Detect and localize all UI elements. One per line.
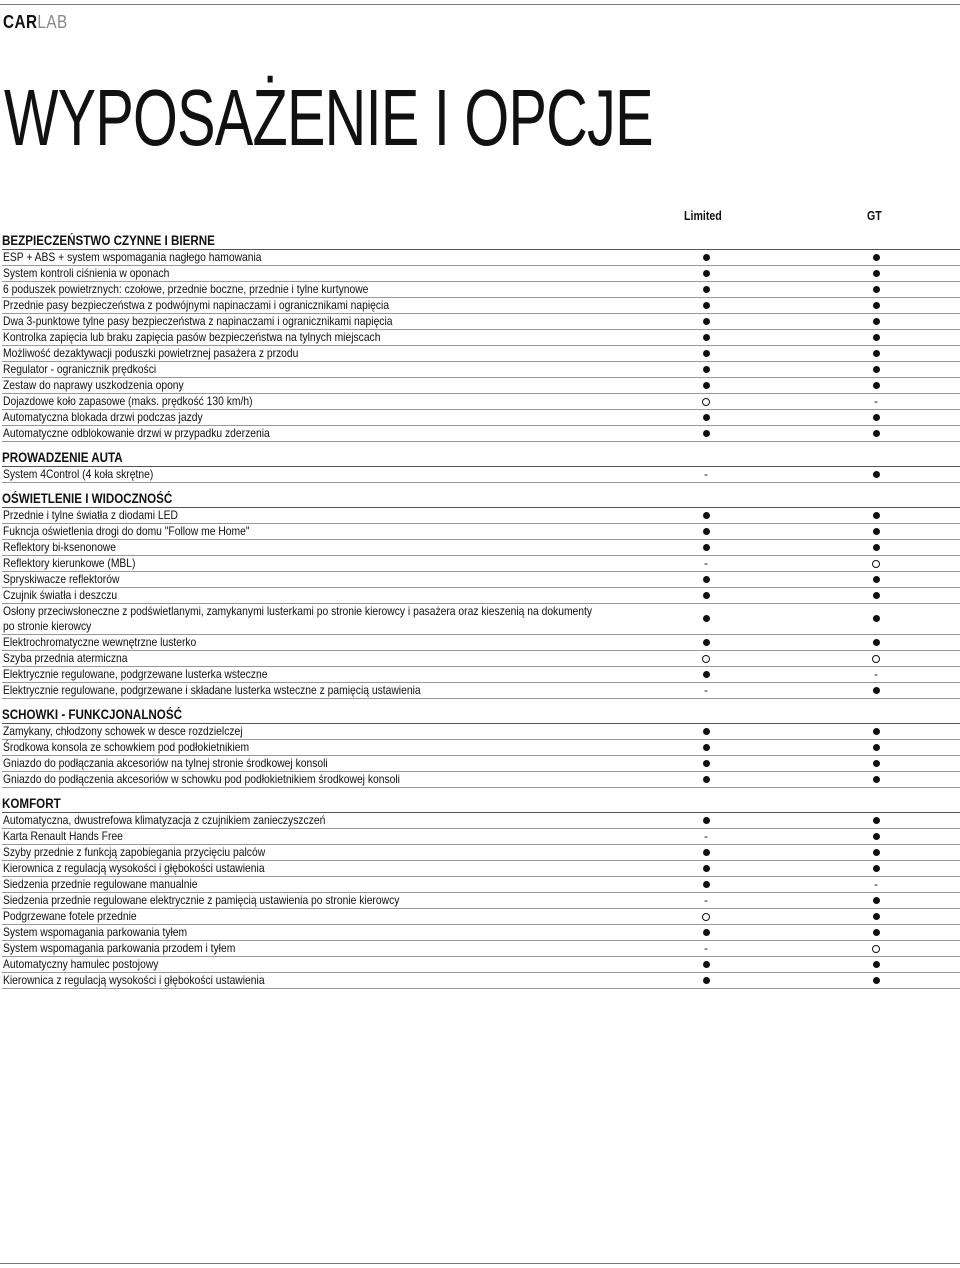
- feature-label: Zamykany, chłodzony schowek w desce rozdzielczej: [3, 724, 243, 738]
- standard-dot-icon: [698, 330, 714, 345]
- column-header-gt: GT: [867, 209, 882, 223]
- table-row: [2, 298, 960, 314]
- standard-dot-icon: [868, 362, 884, 377]
- table-row: [2, 604, 960, 635]
- standard-dot-icon: [698, 362, 714, 377]
- standard-dot-icon: [698, 611, 714, 626]
- table-row: [2, 588, 960, 604]
- standard-dot-icon: [698, 426, 714, 441]
- standard-dot-icon: [698, 740, 714, 755]
- standard-dot-icon: [868, 282, 884, 297]
- standard-dot-icon: [868, 298, 884, 313]
- optional-circle-icon: [868, 941, 884, 956]
- feature-label: Siedzenia przednie regulowane manualnie: [3, 877, 198, 891]
- table-row: [2, 683, 960, 699]
- standard-dot-icon: [868, 740, 884, 755]
- table-row: [2, 829, 960, 845]
- table-row: [2, 330, 960, 346]
- feature-label: System 4Control (4 koła skrętne): [3, 467, 154, 481]
- standard-dot-icon: [868, 467, 884, 482]
- section-title: [2, 796, 960, 813]
- brand-light: LAB: [37, 12, 68, 32]
- table-row: [2, 572, 960, 588]
- standard-dot-icon: [868, 540, 884, 555]
- standard-dot-icon: [698, 973, 714, 988]
- standard-dot-icon: [868, 330, 884, 345]
- standard-dot-icon: [698, 298, 714, 313]
- feature-label: Elektrycznie regulowane, podgrzewane lusterka wsteczne: [3, 667, 268, 681]
- standard-dot-icon: [698, 667, 714, 682]
- optional-circle-icon: [868, 556, 884, 571]
- section-title: [2, 707, 960, 724]
- standard-dot-icon: [698, 845, 714, 860]
- feature-label: Automatyczne odblokowanie drzwi w przypadku zderzenia: [3, 426, 270, 440]
- standard-dot-icon: [868, 861, 884, 876]
- standard-dot-icon: [698, 588, 714, 603]
- standard-dot-icon: [698, 877, 714, 892]
- standard-dot-icon: [868, 957, 884, 972]
- standard-dot-icon: [698, 508, 714, 523]
- feature-label: Dojazdowe koło zapasowe (maks. prędkość 130 km/h): [3, 394, 253, 408]
- section-title-text: BEZPIECZEŃSTWO CZYNNE I BIERNE: [2, 233, 215, 248]
- standard-dot-icon: [698, 540, 714, 555]
- feature-label: Szyby przednie z funkcją zapobiegania przycięciu palców: [3, 845, 266, 859]
- table-row: [2, 925, 960, 941]
- not-available-dash-icon: [868, 394, 884, 409]
- table-row: [2, 410, 960, 426]
- not-available-dash-icon: [698, 556, 714, 571]
- standard-dot-icon: [698, 635, 714, 650]
- feature-label: ESP + ABS + system wspomagania nagłego hamowania: [3, 250, 262, 264]
- feature-label: Możliwość dezaktywacji poduszki powietrznej pasażera z przodu: [3, 346, 299, 360]
- table-row: [2, 524, 960, 540]
- standard-dot-icon: [868, 410, 884, 425]
- feature-label: Kontrolka zapięcia lub braku zapięcia pasów bezpieczeństwa na tylnych miejscach: [3, 330, 381, 344]
- feature-label: Spryskiwacze reflektorów: [3, 572, 120, 586]
- table-row: [2, 266, 960, 282]
- standard-dot-icon: [698, 378, 714, 393]
- not-available-dash-icon: [868, 877, 884, 892]
- table-row: [2, 250, 960, 266]
- not-available-dash-icon: [868, 667, 884, 682]
- feature-label: Przednie pasy bezpieczeństwa z podwójnymi napinaczami i ogranicznikami napięcia: [3, 298, 390, 312]
- not-available-dash-icon: [698, 941, 714, 956]
- feature-label: Reflektory bi-ksenonowe: [3, 540, 117, 554]
- standard-dot-icon: [868, 635, 884, 650]
- table-row: [2, 813, 960, 829]
- section-title-text: SCHOWKI - FUNKCJONALNOŚĆ: [2, 707, 182, 722]
- table-row: [2, 740, 960, 756]
- standard-dot-icon: [698, 925, 714, 940]
- optional-circle-icon: [698, 909, 714, 924]
- standard-dot-icon: [698, 957, 714, 972]
- standard-dot-icon: [698, 410, 714, 425]
- standard-dot-icon: [698, 756, 714, 771]
- standard-dot-icon: [868, 973, 884, 988]
- table-row: [2, 362, 960, 378]
- section-title-text: OŚWIETLENIE I WIDOCZNOŚĆ: [2, 491, 173, 506]
- equipment-table: [2, 233, 960, 989]
- feature-label: Gniazdo do podłączania akcesoriów na tylnej stronie środkowej konsoli: [3, 756, 328, 770]
- standard-dot-icon: [868, 845, 884, 860]
- standard-dot-icon: [698, 282, 714, 297]
- standard-dot-icon: [698, 724, 714, 739]
- feature-label: Kierownica z regulacją wysokości i głębokości ustawienia: [3, 973, 265, 987]
- table-row: [2, 378, 960, 394]
- table-row: [2, 346, 960, 362]
- table-row: [2, 314, 960, 330]
- table-row: [2, 651, 960, 667]
- feature-label: Automatyczna, dwustrefowa klimatyzacja z czujnikiem zanieczyszczeń: [3, 813, 326, 827]
- table-row: [2, 426, 960, 442]
- table-row: [2, 845, 960, 861]
- bottom-rule: [0, 1263, 960, 1264]
- feature-label: Dwa 3-punktowe tylne pasy bezpieczeństwa z napinaczami i ogranicznikami napięcia: [3, 314, 393, 328]
- standard-dot-icon: [698, 346, 714, 361]
- feature-label: Przednie i tylne światła z diodami LED: [3, 508, 178, 522]
- standard-dot-icon: [868, 829, 884, 844]
- standard-dot-icon: [698, 314, 714, 329]
- standard-dot-icon: [868, 813, 884, 828]
- standard-dot-icon: [868, 524, 884, 539]
- table-row: [2, 893, 960, 909]
- feature-label: Reflektory kierunkowe (MBL): [3, 556, 136, 570]
- standard-dot-icon: [868, 508, 884, 523]
- table-row: [2, 508, 960, 524]
- feature-label: Fukncja oświetlenia drogi do domu "Follow me Home": [3, 524, 250, 538]
- table-row: [2, 877, 960, 893]
- feature-label: Środkowa konsola ze schowkiem pod podłokietnikiem: [3, 740, 250, 754]
- standard-dot-icon: [868, 426, 884, 441]
- feature-label: Automatyczny hamulec postojowy: [3, 957, 159, 971]
- feature-label: System wspomagania parkowania tyłem: [3, 925, 188, 939]
- standard-dot-icon: [868, 250, 884, 265]
- standard-dot-icon: [868, 572, 884, 587]
- feature-label: Podgrzewane fotele przednie: [3, 909, 137, 923]
- standard-dot-icon: [868, 314, 884, 329]
- standard-dot-icon: [868, 378, 884, 393]
- standard-dot-icon: [698, 524, 714, 539]
- table-row: [2, 756, 960, 772]
- optional-circle-icon: [698, 394, 714, 409]
- standard-dot-icon: [868, 724, 884, 739]
- feature-label: System wspomagania parkowania przodem i tyłem: [3, 941, 236, 955]
- standard-dot-icon: [698, 813, 714, 828]
- table-row: [2, 973, 960, 989]
- table-row: [2, 957, 960, 973]
- section-title: [2, 233, 960, 250]
- standard-dot-icon: [698, 250, 714, 265]
- not-available-dash-icon: [698, 829, 714, 844]
- standard-dot-icon: [868, 588, 884, 603]
- not-available-dash-icon: [698, 467, 714, 482]
- feature-label: Elektrycznie regulowane, podgrzewane i składane lusterka wsteczne z pamięcią ustawienia: [3, 683, 421, 697]
- standard-dot-icon: [868, 893, 884, 908]
- table-row: [2, 556, 960, 572]
- table-row: [2, 667, 960, 683]
- section-title-text: PROWADZENIE AUTA: [2, 450, 123, 465]
- standard-dot-icon: [698, 772, 714, 787]
- feature-label: Karta Renault Hands Free: [3, 829, 123, 843]
- not-available-dash-icon: [698, 683, 714, 698]
- table-row: [2, 282, 960, 298]
- table-row: [2, 724, 960, 740]
- feature-label: Kierownica z regulacją wysokości i głębokości ustawienia: [3, 861, 265, 875]
- table-row: [2, 635, 960, 651]
- table-row: [2, 394, 960, 410]
- section-title-text: KOMFORT: [2, 796, 61, 811]
- not-available-dash-icon: [698, 893, 714, 908]
- table-row: [2, 467, 960, 483]
- feature-label: Czujnik światła i deszczu: [3, 588, 118, 602]
- feature-label: Osłony przeciwsłoneczne z podświetlanymi, zamykanymi lusterkami po stronie kierowcy i pasażera oraz kieszenią na dokumenty po stronie kierowcy: [3, 604, 593, 633]
- standard-dot-icon: [868, 756, 884, 771]
- standard-dot-icon: [868, 683, 884, 698]
- table-row: [2, 941, 960, 957]
- feature-label: Elektrochromatyczne wewnętrzne lusterko: [3, 635, 197, 649]
- column-header-limited: Limited: [684, 209, 722, 223]
- brand-bold: CAR: [3, 12, 38, 32]
- standard-dot-icon: [868, 266, 884, 281]
- feature-label: System kontroli ciśnienia w oponach: [3, 266, 170, 280]
- feature-label: Siedzenia przednie regulowane elektrycznie z pamięcią ustawienia po stronie kierowcy: [3, 893, 400, 907]
- page-title: WYPOSAŻENIE I OPCJE: [4, 73, 653, 162]
- standard-dot-icon: [868, 611, 884, 626]
- standard-dot-icon: [698, 572, 714, 587]
- table-row: [2, 909, 960, 925]
- feature-label: Zestaw do naprawy uszkodzenia opony: [3, 378, 184, 392]
- feature-label: Szyba przednia atermiczna: [3, 651, 128, 665]
- table-row: [2, 540, 960, 556]
- top-rule: [0, 4, 960, 5]
- optional-circle-icon: [698, 651, 714, 666]
- standard-dot-icon: [868, 925, 884, 940]
- standard-dot-icon: [868, 346, 884, 361]
- feature-label: 6 poduszek powietrznych: czołowe, przednie boczne, przednie i tylne kurtynowe: [3, 282, 369, 296]
- standard-dot-icon: [698, 266, 714, 281]
- brand-logo: [3, 12, 68, 33]
- table-row: [2, 861, 960, 877]
- optional-circle-icon: [868, 651, 884, 666]
- feature-label: Automatyczna blokada drzwi podczas jazdy: [3, 410, 203, 424]
- standard-dot-icon: [868, 909, 884, 924]
- feature-label: Regulator - ogranicznik prędkości: [3, 362, 157, 376]
- feature-label: Gniazdo do podłączenia akcesoriów w schowku pod podłokietnikiem środkowej konsoli: [3, 772, 400, 786]
- section-title: [2, 450, 960, 467]
- table-row: [2, 772, 960, 788]
- standard-dot-icon: [698, 861, 714, 876]
- standard-dot-icon: [868, 772, 884, 787]
- section-title: [2, 491, 960, 508]
